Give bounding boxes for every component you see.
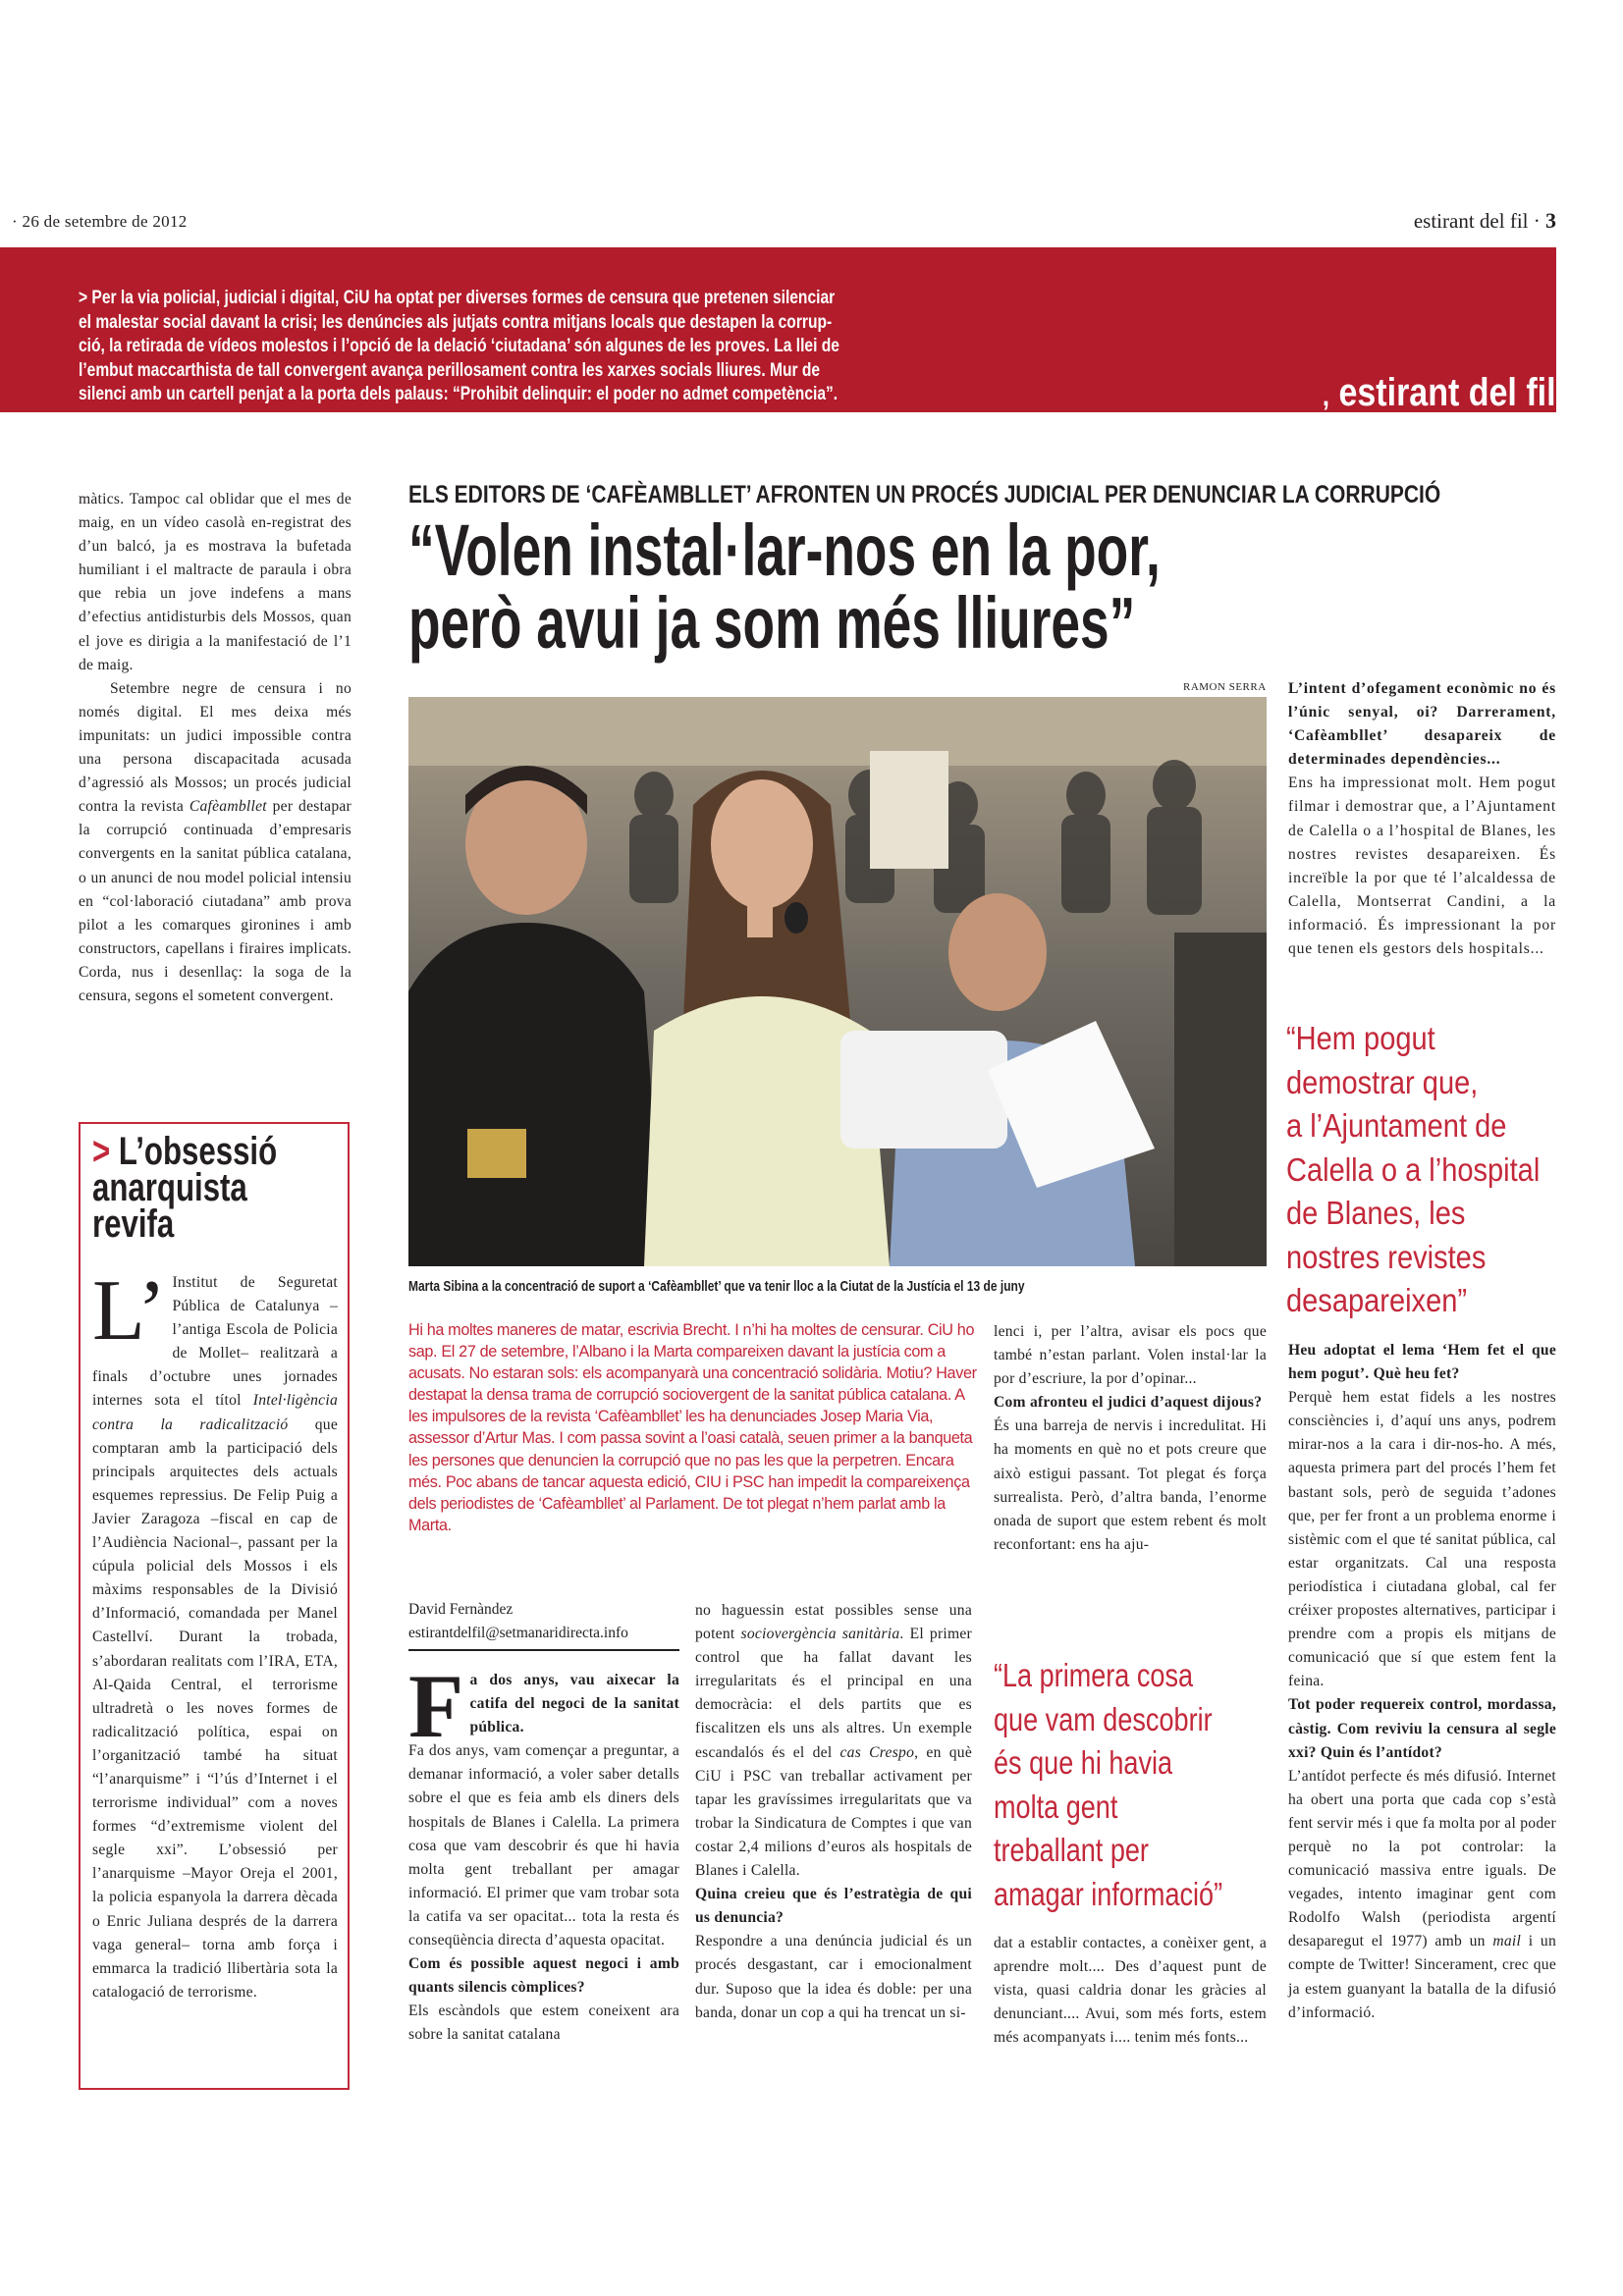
- pull-quote-line: a l’Ajuntament de: [1286, 1107, 1507, 1144]
- photo-caption: [408, 1278, 1178, 1295]
- paragraph: [994, 1415, 1267, 1557]
- text-run: L’antídot perfecte és més difusió. Internet ha obert una porta que cada cop s’està fent servir més i que fa molta por al poder perquè no la pot controlar: la comunicació massiva entre iguals. De vegades, intento imaginar gent com Rodolfo Walsh (periodista argentí desaparegut el 1977) amb un: [1288, 1767, 1556, 1950]
- article-photo: [408, 697, 1267, 1266]
- italic-text: Cafèambllet: [189, 798, 267, 816]
- text-run: . El primer control que ha fallat davant les irregularitats és el principal en una democràcia: el dels partits que es fiscalitzen els uns als altres. Un exemple escandalós és el del: [695, 1626, 972, 1761]
- pull-quote-line: desapareixen”: [1286, 1282, 1468, 1318]
- pull-quote-line: “Hem pogut: [1286, 1020, 1435, 1056]
- author-name: David Fernàndez: [408, 1601, 514, 1618]
- pull-quote-2: [1286, 1017, 1575, 1323]
- text-run: que comptaran amb la participació dels principals arquitectes dels actuals esquemes repressius. De Felip Puig a Javier Zaragoza –fiscal en cap de l’Audiència Nacional–, passant per la cúpula policial dels Mossos i els màxims responsables de la Divisió d’Informació, comandada per Manel Castellví. Durant la trobada, s’abordaran realitats com l’IRA, ETA, Al-Qaida Central, el terrorisme ultradretà o les noves formes de radicalització política, espai on l’organització també ha situat “l’anarquisme” i “l’ús d’Internet i el terrorisme individual” com a noves formes “d’extremisme violent del segle xxi”. L’obsessió per l’anarquisme –Mayor Oreja el 2001, la policia espanyola la darrera dècada o Enric Juliana després de la darrera vaga general– torna amb força i emmarca la tradició llibertària sota la catalogació de terrorisme.: [92, 1415, 339, 2001]
- page-number: 3: [1545, 208, 1556, 233]
- section-logo: [1323, 373, 1556, 416]
- text-run: Fa dos anys, vam començar a preguntar, a demanar informació, a voler saber detalls sobre el que es feia amb els diners dels hospitals de Blanes i Calella. La primera cosa que vam descobrir és que hi havia molta gent treballant per amagar informació. El primer que vam trobar sota la catifa va ser opacitat... tota la resta és conseqüència directa d’aquesta opacitat.: [408, 1742, 679, 1949]
- paragraph: [1288, 1765, 1556, 2025]
- article-column-1: [408, 1656, 679, 2048]
- italic-text: mail: [1492, 1933, 1522, 1950]
- pull-quote-line: “La primera cosa: [994, 1657, 1194, 1693]
- section-header: estirant del fil · 3: [1413, 208, 1556, 233]
- pull-quote-line: nostres revistes: [1286, 1238, 1487, 1275]
- pull-quote-1: [994, 1654, 1272, 1916]
- sidebar-title: [92, 1130, 329, 1246]
- text-run: Els escàndols que estem coneixent ara sobre la sanitat catalana: [408, 2002, 679, 2044]
- pull-quote-line: treballant per: [994, 1832, 1149, 1868]
- article-column-3-top: [994, 1320, 1267, 1557]
- protest-photo-illustration: [408, 697, 1267, 1266]
- photo-credit: RAMON SERRA: [1183, 681, 1267, 693]
- byline: [408, 1598, 679, 1651]
- text-run: Com és possible aquest negoci i amb quants silencis còmplices?: [408, 1955, 679, 1997]
- sidebar-box: [79, 1122, 350, 2090]
- text-run: Com afronteu el judici d’aquest dijous?: [994, 1394, 1263, 1412]
- kicker-text: ELS EDITORS DE ‘CAFÈAMBLLET’ AFRONTEN UN PROCÉS JUDICIAL PER DENUNCIAR LA CORRUPCIÓ: [408, 481, 1441, 508]
- paragraph: [408, 2000, 679, 2047]
- article-column-3-bottom: [994, 1932, 1267, 2050]
- issue-date: · 26 de setembre de 2012: [12, 212, 188, 231]
- pull-quote-line: amagar informació”: [994, 1875, 1223, 1912]
- drop-cap: F: [408, 1656, 464, 1756]
- text-run: i un compte de Twitter! Sincerament, crec que ja estem guanyant la batalla de la difusió d’informació.: [1288, 1933, 1556, 2021]
- italic-text: sociovergència sanitària: [740, 1626, 900, 1643]
- paragraph: [695, 1930, 972, 2024]
- text-run: Quina creieu que és l’estratègia de qui us denuncia?: [695, 1886, 972, 1927]
- arrow-icon: >: [92, 1130, 111, 1173]
- sidebar-body: [92, 1263, 339, 2004]
- paragraph: [1288, 772, 1556, 961]
- banner-line: l’embut maccarthista de tall convergent avança perillosament contra les xarxes socials lliures. Mur de: [79, 359, 821, 381]
- sidebar-title-line: revifa: [92, 1202, 175, 1246]
- paragraph: [79, 677, 352, 1008]
- text-run: no haguessin estat possibles sense una potent: [695, 1602, 972, 1643]
- text-run: L’intent d’ofegament econòmic no és l’únic senyal, oi? Darrerament, ‘Cafèambllet’ desapareix de determinades dependències...: [1288, 680, 1556, 769]
- date-text: 26 de setembre de 2012: [22, 212, 188, 231]
- sidebar-title-line: L’obsessió: [118, 1130, 278, 1173]
- banner-line: > Per la via policial, judicial i digital, CiU ha optat per diverses formes de censura que pretenen silenciar: [79, 288, 836, 308]
- italic-text: Intel·ligència contra la radicalització: [92, 1392, 338, 1433]
- paragraph: [1288, 1386, 1556, 1693]
- paragraph: [994, 1932, 1267, 2050]
- interview-question: [695, 1883, 972, 1930]
- paragraph: [695, 1599, 972, 1883]
- headline-line: però avui ja som més lliures”: [408, 582, 1136, 664]
- paragraph: [92, 1263, 339, 2004]
- text-run: Institut de Seguretat Pública de Catalunya –l’antiga Escola de Policia de Mollet– realitzarà a finals d’octubre unes jornades internes sota el títol: [92, 1274, 338, 1410]
- text-run: Ens ha impressionat molt. Hem pogut filmar i demostrar que, a l’Ajuntament de Calella o a l’hospital de Blanes, les nostres revistes desapareixen. És increïble la por que té l’alcaldessa de Calella, Montserrat Candini, a la informació. És impressionant la por que tenen els gestors dels hospitals...: [1288, 774, 1556, 958]
- left-column-text: [79, 488, 352, 1008]
- article-intro: Hi ha moltes maneres de matar, escrivia Brecht. I n’hi ha moltes de censurar. CiU ho sap. El 27 de setembre, l’Albano i la Marta compareixen davant la justícia com a acusats. No estaran sols: els acompanyarà una concentració solidària. Motiu? Haver destapat la densa trama de corrupció sociovergent de la sanitat pública catalana. A les impulsores de la revista ‘Cafèambllet’ les ha denunciades Josep Maria Via, assessor d’Artur Mas. I com passa sovint a l’oasi català, seuen primer a la banqueta les persones que denuncien la corrupció que no pas les que la perpetren. Encara més. Poc abans de tancar aquesta edició, CIU i PSC han impedit la compareixença dels periodistes de ‘Cafèambllet’ al Parlament. De tot plegat n’hem parlat amb la Marta.: [408, 1321, 977, 1534]
- logo-mark: ,: [1323, 380, 1330, 412]
- text-run: Tot poder requereix control, mordassa, càstig. Com reviviu la censura al segle xxi? Quin és l’antídot?: [1288, 1696, 1556, 1761]
- banner-line: silenci amb un cartell penjat a la porta dels palaus: “Prohibit delinquir: el poder no admet competència”.: [79, 384, 839, 404]
- text-run: dat a establir contactes, a conèixer gent, a aprendre molt.... Des d’aquest punt de vista, quasi caldria donar les gràcies al denunciant.... Avui, som més forts, estem més acompanyats i.... tenim més fonts...: [994, 1935, 1267, 2047]
- sidebar-text: [92, 1263, 339, 2004]
- pull-quote-line: és que hi havia: [994, 1744, 1173, 1781]
- text-run: lenci i, per l’altra, avisar els pocs que també n’estan parlant. Volen instal·lar la por d’escriure, la por d’opinar...: [994, 1323, 1267, 1388]
- italic-text: cas Crespo: [839, 1743, 915, 1761]
- sidebar-title-line: anarquista: [92, 1166, 247, 1209]
- text-run: màtics. Tampoc cal oblidar que el mes de maig, en un vídeo casolà en-registrat des d’un balcó, ja es mostrava la bufetada humiliant i el maltracte de paraula i obra que rebia un jove indefens a mans d’efectius antidisturbis dels Mossos, quan el jove es dirigia a la manifestació de l’1 de maig.: [79, 491, 352, 673]
- text-run: Setembre negre de censura i no només digital. El mes deixa més impunitats: un judici impossible contra una persona discapacitada acusada d’agressió als Mossos; un procés judicial contra la revista: [79, 679, 352, 816]
- interview-question: [1288, 677, 1556, 772]
- author-email[interactable]: estirantdelfil@setmanaridirecta.info: [408, 1625, 628, 1641]
- drop-cap: L’: [92, 1263, 167, 1359]
- paragraph: [994, 1320, 1267, 1391]
- article-kicker: [408, 481, 1623, 509]
- paragraph: [79, 488, 352, 677]
- text-run: per destapar la corrupció continuada d’empresaris convergents en la sanitat pública catalana, o un anunci de nou model policial intensiu en “col·laboració ciutadana” amb prova pilot a les comarques gironines i amb constructors, capellans i firaires implicats. Corda, nus i desenllaç: la soga de la censura, segons el sometent convergent.: [79, 798, 352, 1004]
- caption-text: Marta Sibina a la concentració de suport a ‘Cafèambllet’ que va tenir lloc a la Ciutat de la Justícia el 13 de juny: [408, 1278, 1025, 1295]
- banner-summary: [79, 287, 1006, 407]
- article-headline: [408, 509, 1453, 664]
- section-name: estirant del fil: [1413, 209, 1529, 233]
- text-run: És una barreja de nervis i incredulitat. Hi ha moments en què no et pots creure que això estigui passant. Tot plegat és força surrealista. Però, d’altra banda, l’enorme onada de suport que estem rebent és molt reconfortant: ens ha aju-: [994, 1417, 1267, 1553]
- pull-quote-line: molta gent: [994, 1788, 1118, 1825]
- article-column-4-top: [1288, 677, 1556, 961]
- pull-quote-line: demostrar que,: [1286, 1063, 1479, 1100]
- interview-question: [1288, 1339, 1556, 1386]
- banner-line: el malestar social davant la crisi; les denúncies als jutjats contra mitjans locals que destapen la corrup-: [79, 311, 833, 333]
- text-run: Perquè hem estat fidels a les nostres consciències i, d’aquí uns anys, podrem mirar-nos a la cara i dir-nos-ho. A més, aquesta primera part del procés l’hem fet bastant sols, però de seguida t’adones que, per fer front a un problema enorme i sistèmic com el que té sanitat pública, cal estar organitzats. Cal una resposta periodística i ciutadana global, cal fer créixer propostes alternatives, participar i prendre com a propis els mitjans de comunicació que sí que estem fent la feina.: [1288, 1389, 1556, 1690]
- text-run: Heu adoptat el lema ‘Hem fet el que hem pogut’. Què heu fet?: [1288, 1342, 1556, 1383]
- interview-question: [408, 1952, 679, 2000]
- section-banner: [0, 247, 1556, 412]
- article-column-4-bottom: [1288, 1339, 1556, 2025]
- text-run: Respondre a una denúncia judicial és un procés desgastant, car i emocionalment dur. Suposo que la idea és doble: per una banda, donar un cop a qui ha trencat un si-: [695, 1933, 972, 2021]
- pull-quote-line: de Blanes, les: [1286, 1195, 1466, 1231]
- interview-question: [1288, 1693, 1556, 1764]
- text-run: , en què CiU i PSC van treballar activament per tapar les gravíssimes irregularitats que va trobar la Sindicatura de Comptes i que van costar 2,4 milions d’euros als hospitals de Blanes i Calella.: [695, 1743, 972, 1880]
- protest-sign: [870, 751, 948, 869]
- text-run: a dos anys, vau aixecar la catifa del negoci de la sanitat pública.: [469, 1672, 679, 1736]
- logo-text: estirant del fil: [1338, 371, 1556, 414]
- banner-line: ció, la retirada de vídeos molestos i l’opció de la delació ‘ciutadana’ són algunes de les proves. La llei de: [79, 336, 839, 356]
- paragraph: [408, 1739, 679, 1952]
- pull-quote-line: Calella o a l’hospital: [1286, 1150, 1541, 1188]
- article-column-2: [695, 1599, 972, 2025]
- interview-question: [994, 1391, 1267, 1415]
- headline-line: “Volen instal·lar-nos en la por,: [408, 509, 1161, 591]
- pull-quote-line: que vam descobrir: [994, 1700, 1213, 1737]
